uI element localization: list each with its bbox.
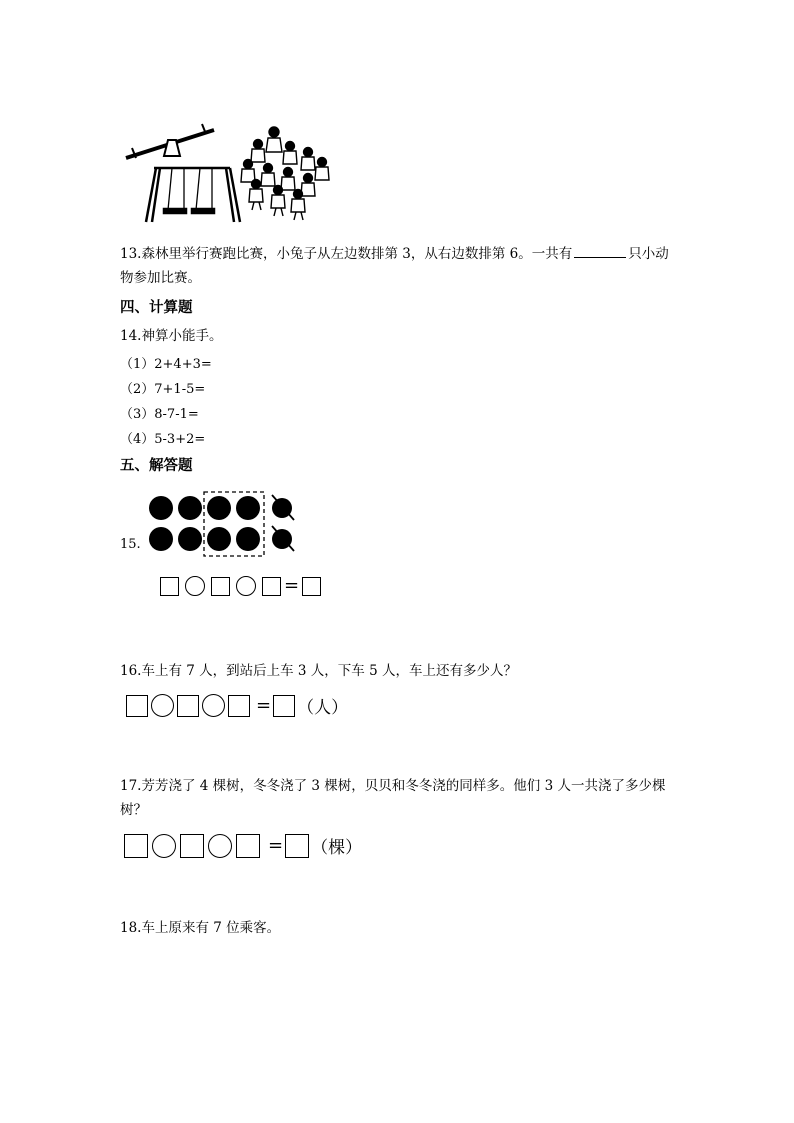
answer-box[interactable] bbox=[262, 577, 281, 596]
question-14-item: （1）2+4+3= bbox=[120, 357, 212, 372]
question-16-text: 16.车上有 7 人，到站后上车 3 人，下车 5 人，车上还有多少人？ bbox=[120, 663, 517, 679]
answer-box[interactable] bbox=[211, 577, 230, 596]
question-15-number: 15. bbox=[120, 537, 141, 552]
question-17-text-line2: 树？ bbox=[120, 802, 147, 818]
question-13-text: 13.森林里举行赛跑比赛，小兔子从左边数排第 3，从右边数排第 6。一共有 bbox=[120, 246, 573, 262]
operator-circle[interactable] bbox=[236, 576, 256, 596]
question-13-text-line2: 物参加比赛。 bbox=[120, 270, 201, 286]
operator-circle[interactable] bbox=[208, 834, 232, 858]
dot bbox=[178, 496, 202, 520]
answer-box[interactable] bbox=[228, 695, 250, 717]
equals-sign: = bbox=[268, 834, 284, 856]
section-5-heading: 五、解答题 bbox=[120, 458, 193, 474]
equation-row-16 bbox=[126, 693, 348, 718]
question-14-item: （4）5-3+2= bbox=[120, 432, 206, 447]
operator-circle[interactable] bbox=[152, 834, 176, 858]
dot bbox=[236, 527, 260, 551]
question-13 bbox=[120, 242, 669, 290]
swing-image bbox=[146, 168, 240, 222]
answer-box[interactable] bbox=[285, 834, 309, 858]
dot bbox=[207, 496, 231, 520]
dot bbox=[149, 496, 173, 520]
answer-box[interactable] bbox=[302, 577, 321, 596]
question-14-title: 14.神算小能手。 bbox=[120, 328, 223, 344]
answer-box[interactable] bbox=[124, 834, 148, 858]
dot bbox=[149, 527, 173, 551]
question-18-text: 18.车上原来有 7 位乘客。 bbox=[120, 920, 281, 936]
playground-illustration bbox=[122, 118, 337, 226]
answer-box[interactable] bbox=[180, 834, 204, 858]
unit-label: （棵） bbox=[311, 838, 363, 858]
operator-circle[interactable] bbox=[202, 694, 225, 717]
dots-diagram bbox=[144, 490, 304, 558]
answer-box[interactable] bbox=[273, 695, 295, 717]
answer-box[interactable] bbox=[160, 577, 179, 596]
operator-circle[interactable] bbox=[185, 576, 205, 596]
answer-box[interactable] bbox=[177, 695, 199, 717]
equals-sign: = bbox=[284, 575, 300, 596]
question-17 bbox=[120, 774, 665, 822]
equals-sign: = bbox=[256, 694, 272, 716]
answer-box[interactable] bbox=[236, 834, 260, 858]
seesaw-image bbox=[126, 124, 214, 158]
answer-box[interactable] bbox=[126, 695, 148, 717]
children-image bbox=[241, 127, 329, 220]
question-17-text: 17.芳芳浇了 4 棵树，冬冬浇了 3 棵树，贝贝和冬冬浇的同样多。他们 3 人一共浇了多少棵 bbox=[120, 778, 666, 794]
question-13-text-after: 只小动 bbox=[628, 246, 669, 262]
operator-circle[interactable] bbox=[151, 694, 174, 717]
dot bbox=[207, 527, 231, 551]
section-4-heading: 四、计算题 bbox=[120, 300, 193, 316]
question-14-item: （3）8-7-1= bbox=[120, 407, 199, 422]
equation-row-17 bbox=[124, 833, 362, 858]
answer-blank[interactable] bbox=[574, 243, 626, 258]
equation-row-15 bbox=[160, 576, 321, 596]
question-14-item: （2）7+1-5= bbox=[120, 382, 206, 397]
dot bbox=[178, 527, 202, 551]
unit-label: （人） bbox=[297, 698, 349, 718]
dot bbox=[236, 496, 260, 520]
